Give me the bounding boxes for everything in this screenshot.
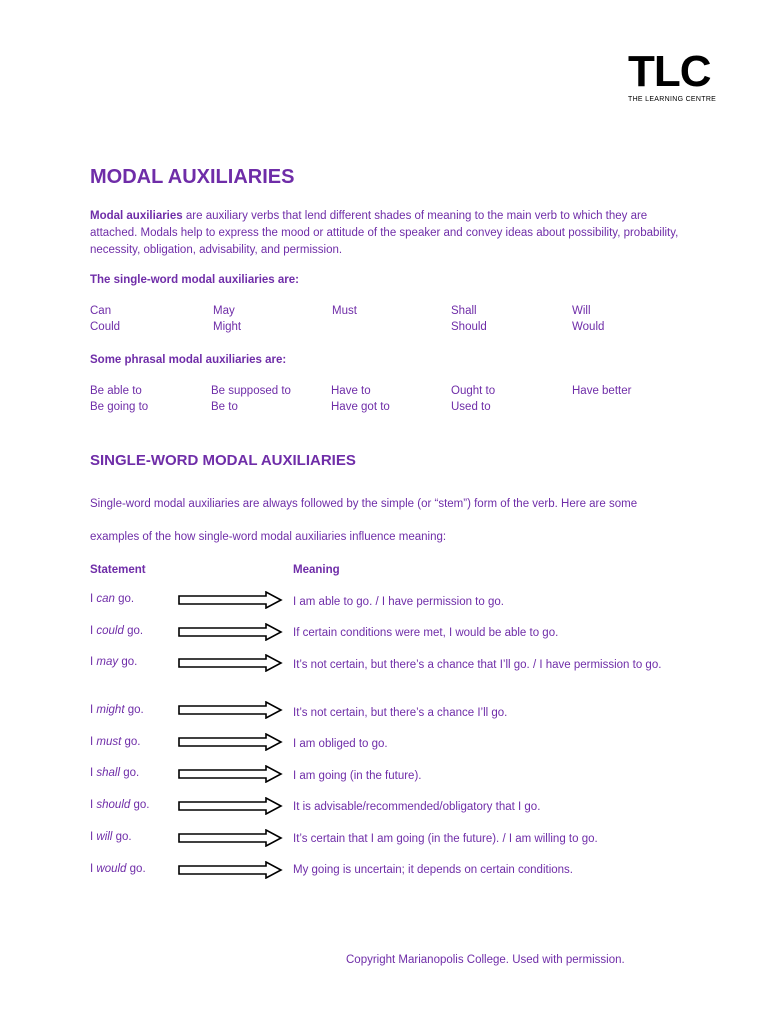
modal-word: could: [96, 625, 124, 637]
meaning-column-header: Meaning: [293, 564, 340, 576]
example-meaning: It is advisable/recommended/obligatory that I go.: [293, 801, 541, 813]
single-word-item: Might: [213, 321, 242, 333]
modal-word: should: [96, 799, 131, 811]
arrow-right-icon: [178, 861, 283, 879]
single-word-item: May: [213, 305, 235, 317]
single-word-item: Will: [572, 305, 591, 317]
example-statement: I would go.: [90, 863, 146, 875]
phrasal-item: Have to: [331, 385, 371, 397]
tlc-logo: [628, 47, 728, 103]
phrasal-item: Be supposed to: [211, 385, 291, 397]
statement-column-header: Statement: [90, 564, 146, 576]
single-word-label: The single-word modal auxiliaries are:: [90, 274, 299, 286]
modal-word: can: [96, 593, 115, 605]
copyright-notice: Copyright Marianopolis College. Used with permission.: [346, 954, 625, 966]
example-meaning: It’s not certain, but there’s a chance that I’ll go. / I have permission to go.: [293, 659, 662, 671]
arrow-right-icon: [178, 591, 283, 609]
intro-paragraph: [90, 208, 690, 259]
modal-word: must: [96, 736, 122, 748]
example-meaning: My going is uncertain; it depends on certain conditions.: [293, 864, 573, 876]
phrasal-item: Be able to: [90, 385, 142, 397]
example-statement: I should go.: [90, 799, 150, 811]
section-text-line: Single-word modal auxiliaries are always followed by the simple (or “stem”) form of the verb. Here are some: [90, 498, 638, 510]
phrasal-item: Have better: [572, 385, 632, 397]
intro-lead: Modal auxiliaries: [90, 210, 183, 222]
example-meaning: I am obliged to go.: [293, 738, 388, 750]
phrasal-item: Be going to: [90, 401, 149, 413]
single-word-item: Must: [332, 305, 357, 317]
example-statement: I shall go.: [90, 767, 140, 779]
arrow-right-icon: [178, 701, 283, 719]
example-statement: I can go.: [90, 593, 135, 605]
single-word-item: Could: [90, 321, 121, 333]
phrasal-item: Ought to: [451, 385, 496, 397]
section-text-line: examples of the how single-word modal auxiliaries influence meaning:: [90, 531, 447, 543]
example-meaning: I am going (in the future).: [293, 770, 422, 782]
phrasal-item: Have got to: [331, 401, 390, 413]
modal-word: might: [96, 704, 125, 716]
arrow-right-icon: [178, 623, 283, 641]
single-word-item: Can: [90, 305, 112, 317]
modal-word: shall: [96, 767, 121, 779]
logo-mark: TLC: [628, 47, 711, 96]
single-word-item: Should: [451, 321, 487, 333]
example-meaning: I am able to go. / I have permission to go.: [293, 596, 504, 608]
single-word-item: Shall: [451, 305, 477, 317]
arrow-right-icon: [178, 765, 283, 783]
example-statement: I must go.: [90, 736, 141, 748]
phrasal-item: Used to: [451, 401, 491, 413]
example-statement: I will go.: [90, 831, 132, 843]
arrow-right-icon: [178, 733, 283, 751]
modal-word: will: [96, 831, 113, 843]
section-heading: SINGLE-WORD MODAL AUXILIARIES: [90, 452, 356, 469]
arrow-right-icon: [178, 829, 283, 847]
modal-word: may: [96, 656, 119, 668]
example-statement: I might go.: [90, 704, 144, 716]
example-meaning: It’s certain that I am going (in the future). / I am willing to go.: [293, 833, 598, 845]
phrasal-item: Be to: [211, 401, 238, 413]
intro-rest: are auxiliary verbs that lend different shades of meaning to the main verb to which they are attached. Modals help to express the mood or attitude of the speaker and convey ideas about possibility, probability, necessity, obligation, advisability, and permission.: [90, 210, 679, 256]
arrow-right-icon: [178, 797, 283, 815]
example-meaning: If certain conditions were met, I would be able to go.: [293, 627, 559, 639]
phrasal-label: Some phrasal modal auxiliaries are:: [90, 354, 287, 366]
example-statement: I could go.: [90, 625, 144, 637]
single-word-item: Would: [572, 321, 605, 333]
modal-word: would: [96, 863, 127, 875]
example-meaning: It’s not certain, but there’s a chance I’ll go.: [293, 707, 508, 719]
page-title: MODAL AUXILIARIES: [90, 166, 295, 188]
logo-subtitle: THE LEARNING CENTRE: [628, 96, 717, 103]
example-statement: I may go.: [90, 656, 138, 668]
arrow-right-icon: [178, 654, 283, 672]
